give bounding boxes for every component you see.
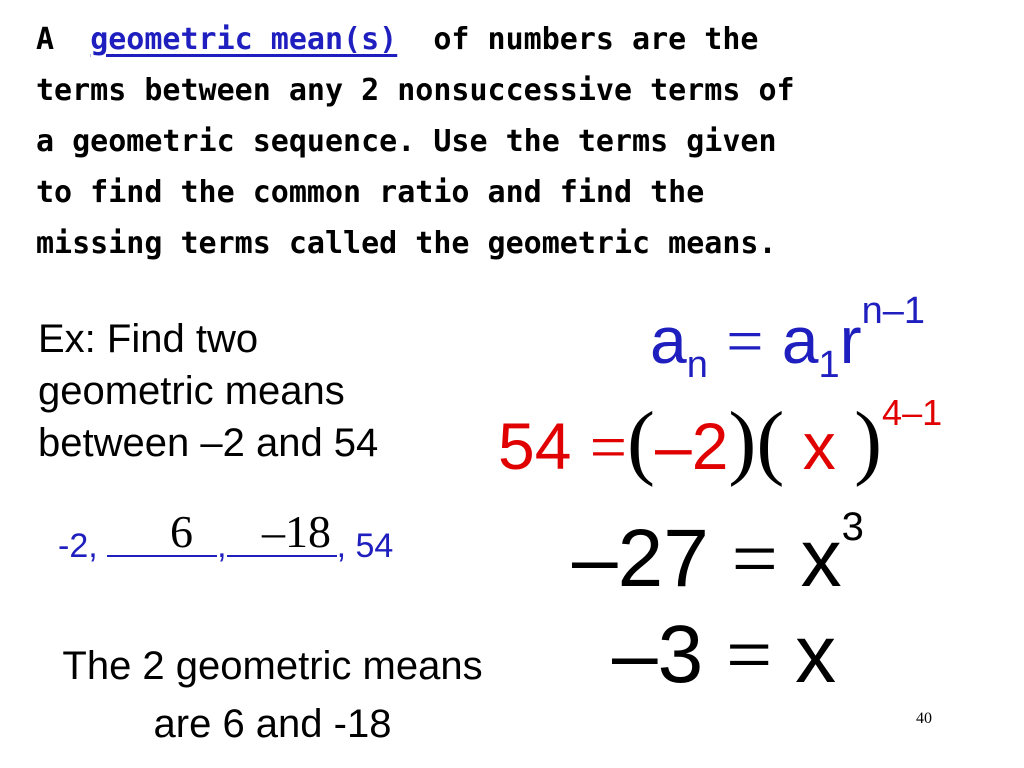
step2-x: x	[795, 609, 837, 700]
page-number: 40	[916, 710, 932, 727]
formula-equals: =	[726, 305, 764, 378]
definition-line-1	[36, 14, 996, 65]
formula-an-subscript: n	[686, 344, 708, 386]
answer-1-value: 6	[170, 506, 193, 557]
definition-line-3: a geometric sequence. Use the terms given	[36, 124, 777, 159]
sequence-first-term: -2,	[58, 527, 98, 565]
answer-blank-1	[107, 521, 217, 557]
conclusion-line-1: The 2 geometric means	[62, 644, 483, 688]
answer-1	[170, 505, 193, 558]
general-formula	[650, 290, 925, 387]
definition-line-4: to find the common ratio and find the	[36, 175, 705, 210]
sequence-comma: ,	[217, 527, 227, 565]
definition-line-1-rest: of numbers are the	[433, 22, 759, 57]
answer-2-value: –18	[262, 506, 331, 557]
example-line-3: between –2 and 54	[38, 421, 379, 465]
formula-an: a	[650, 303, 687, 377]
definition-line-5: missing terms called the geometric means.	[36, 226, 777, 261]
substitution-x: x	[802, 409, 836, 483]
definition-lead: A	[36, 22, 55, 57]
paren-close-2: )	[854, 395, 883, 488]
geometric-mean-term: geometric mean(s)	[90, 22, 398, 57]
step2-equals: =	[726, 609, 773, 700]
paren-open-2: (	[756, 395, 785, 488]
step-cube-equation	[572, 505, 864, 606]
definition-line-2: terms between any 2 nonsuccessive terms of	[36, 73, 795, 108]
step1-equals: =	[731, 513, 778, 604]
step1-x: x	[800, 513, 842, 604]
formula-a1-subscript: 1	[818, 344, 840, 386]
example-line-2: geometric means	[38, 369, 345, 413]
definition-paragraph	[36, 14, 996, 269]
step1-neg-27: –27	[572, 513, 709, 604]
paren-close-1: )	[728, 395, 757, 488]
sequence-line	[58, 521, 393, 566]
sequence-last-term: , 54	[336, 527, 394, 565]
conclusion-line-2: are 6 and -18	[153, 702, 392, 746]
substitution-neg-2: –2	[654, 409, 729, 483]
step-solution-equation	[612, 608, 836, 702]
substitution-exponent: 4–1	[882, 392, 943, 433]
substitution-equation	[498, 392, 942, 490]
example-line-1: Ex: Find two	[38, 317, 259, 361]
formula-r: r	[839, 303, 862, 377]
step1-exponent: 3	[841, 505, 864, 549]
substitution-54: 54	[498, 409, 572, 483]
formula-exponent: n–1	[861, 290, 926, 332]
conclusion-text	[0, 637, 545, 753]
example-prompt	[38, 313, 378, 469]
step2-neg-3: –3	[612, 609, 704, 700]
substitution-equals: =	[589, 411, 627, 484]
formula-a1: a	[781, 303, 819, 377]
answer-2	[262, 505, 331, 558]
paren-open-1: (	[627, 395, 655, 488]
